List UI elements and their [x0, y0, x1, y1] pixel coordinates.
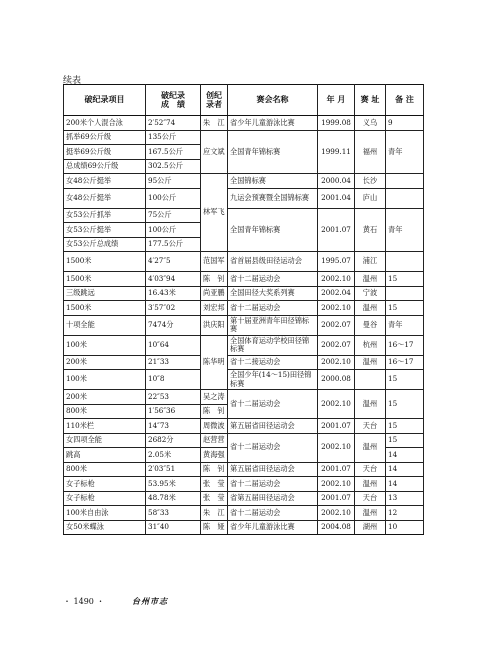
- cell-note: 16～17: [386, 335, 424, 355]
- cell-note: 15: [386, 390, 424, 419]
- cell-holder: 张 莹: [201, 477, 228, 492]
- cell-project: 女子标枪: [64, 491, 146, 506]
- cell-venue: 温州: [355, 355, 386, 370]
- cell-project: 800米: [64, 462, 146, 477]
- cell-event: 省首届县级田径运动会: [228, 252, 318, 272]
- cell-holder: 尚亚鹏: [201, 286, 228, 301]
- cell-date: 2002.10: [318, 355, 355, 370]
- table-row: [64, 188, 424, 208]
- cell-holder: 刘宏邦: [201, 301, 228, 316]
- cell-project: 800米: [64, 404, 146, 419]
- cell-date: 2004.08: [318, 520, 355, 535]
- cell-note: 14: [386, 448, 424, 463]
- cell-project: 抓举69公斤级: [64, 130, 146, 145]
- cell-venue: 天台: [355, 419, 386, 434]
- cell-note: 14: [386, 477, 424, 492]
- cell-project: 女53公斤挺举: [64, 223, 146, 238]
- cell-project: 十项全能: [64, 315, 146, 335]
- cell-event: 省十二届运动会: [228, 272, 318, 287]
- cell-venue: 温州: [355, 433, 386, 462]
- table-row: [64, 315, 424, 335]
- cell-date: 2002.10: [318, 477, 355, 492]
- cell-result: 53.95米: [146, 477, 201, 492]
- cell-result: 95公斤: [146, 174, 201, 189]
- cell-holder: 周微波: [201, 419, 228, 434]
- records-table: [63, 84, 424, 535]
- table-row: [64, 301, 424, 316]
- cell-project: 女四项全能: [64, 433, 146, 448]
- cell-project: 女48公斤挺举: [64, 188, 146, 208]
- cell-venue: 义乌: [355, 116, 386, 131]
- cell-event: 第五届省田径运动会: [228, 462, 318, 477]
- table-row: [64, 116, 424, 131]
- cell-event: 第五届省田径运动会: [228, 419, 318, 434]
- table-row: [64, 130, 424, 145]
- cell-venue: 温州: [355, 477, 386, 492]
- page-number: ・ 1490 ・: [63, 597, 105, 606]
- cell-result: 22″53: [146, 390, 201, 405]
- cell-date: 2002.07: [318, 315, 355, 335]
- cell-result: 2.05米: [146, 448, 201, 463]
- cell-note: 16～17: [386, 355, 424, 370]
- cell-venue: 曼谷: [355, 315, 386, 335]
- cell-holder: 陈 钊: [201, 462, 228, 477]
- cell-note: [386, 174, 424, 189]
- table-caption: 续表: [63, 76, 82, 86]
- cell-event: 省十二届运动会: [228, 433, 318, 462]
- cell-note: 15: [386, 272, 424, 287]
- cell-event: 九运会预赛暨全国锦标赛: [228, 188, 318, 208]
- cell-date: 2002.07: [318, 335, 355, 355]
- cell-venue: 杭州: [355, 335, 386, 355]
- cell-project: 1500米: [64, 272, 146, 287]
- cell-venue: 温州: [355, 301, 386, 316]
- cell-date: 2002.10: [318, 506, 355, 521]
- cell-venue: 宁波: [355, 286, 386, 301]
- cell-note: 13: [386, 491, 424, 506]
- cell-venue: 长沙: [355, 174, 386, 189]
- cell-result: 167.5公斤: [146, 145, 201, 160]
- cell-date: 1999.08: [318, 116, 355, 131]
- cell-result: 100公斤: [146, 188, 201, 208]
- cell-date: 2000.08: [318, 370, 355, 390]
- cell-note: 青年: [386, 315, 424, 335]
- cell-note: 10: [386, 520, 424, 535]
- cell-project: 女子标枪: [64, 477, 146, 492]
- cell-project: 200米个人混合泳: [64, 116, 146, 131]
- cell-venue: 庐山: [355, 188, 386, 208]
- table-row: [64, 477, 424, 492]
- cell-venue: 福州: [355, 130, 386, 174]
- cell-venue: 天台: [355, 491, 386, 506]
- cell-project: 跳高: [64, 448, 146, 463]
- cell-date: 2001.07: [318, 419, 355, 434]
- header-result: 破纪录 成 绩: [146, 85, 201, 116]
- cell-project: 女53公斤抓举: [64, 208, 146, 223]
- cell-holder: 张 莹: [201, 491, 228, 506]
- cell-result: 100公斤: [146, 223, 201, 238]
- header-holder: 创纪 录者: [201, 85, 228, 116]
- cell-result: 302.5公斤: [146, 159, 201, 174]
- cell-project: 挺举69公斤级: [64, 145, 146, 160]
- cell-date: 2001.07: [318, 462, 355, 477]
- cell-event: 省十二届运动会: [228, 301, 318, 316]
- cell-holder: 陈 钊: [201, 404, 228, 419]
- cell-note: 青年: [386, 130, 424, 174]
- cell-result: 2′03″51: [146, 462, 201, 477]
- cell-result: 177.5公斤: [146, 237, 201, 252]
- cell-date: 2001.07: [318, 491, 355, 506]
- cell-venue: 黄石: [355, 208, 386, 252]
- cell-result: 48.78米: [146, 491, 201, 506]
- cell-result: 75公斤: [146, 208, 201, 223]
- cell-venue: 温州: [355, 390, 386, 419]
- table-row: [64, 208, 424, 223]
- cell-date: 2002.10: [318, 390, 355, 419]
- cell-holder: 陈 钊: [201, 272, 228, 287]
- table-row: [64, 252, 424, 272]
- cell-project: 女50米蝶泳: [64, 520, 146, 535]
- cell-holder: 陈 娅: [201, 520, 228, 535]
- cell-project: 女53公斤总成绩: [64, 237, 146, 252]
- cell-project: 女48公斤挺举: [64, 174, 146, 189]
- cell-note: 15: [386, 301, 424, 316]
- header-venue: 赛 址: [355, 85, 386, 116]
- cell-event: 全国青年锦标赛: [228, 130, 318, 174]
- cell-note: 15: [386, 419, 424, 434]
- cell-date: 2002.04: [318, 286, 355, 301]
- cell-venue: [355, 370, 386, 390]
- cell-result: 2682分: [146, 433, 201, 448]
- table-row: [64, 355, 424, 370]
- cell-note: 12: [386, 506, 424, 521]
- cell-venue: 天台: [355, 462, 386, 477]
- cell-event: 全国锦标赛: [228, 174, 318, 189]
- cell-venue: 湖州: [355, 520, 386, 535]
- cell-result: 10″64: [146, 335, 201, 355]
- cell-venue: 温州: [355, 506, 386, 521]
- cell-note: [386, 286, 424, 301]
- cell-project: 100米: [64, 370, 146, 390]
- table-row: [64, 370, 424, 390]
- header-event: 赛会名称: [228, 85, 318, 116]
- cell-project: 1500米: [64, 252, 146, 272]
- header-date: 年 月: [318, 85, 355, 116]
- cell-note: 青年: [386, 208, 424, 252]
- cell-event: 省少年儿童游泳比赛: [228, 520, 318, 535]
- cell-project: 110米栏: [64, 419, 146, 434]
- cell-result: 14″73: [146, 419, 201, 434]
- cell-note: [386, 188, 424, 208]
- cell-event: 全国少年(14～15)田径锦标赛: [228, 370, 318, 390]
- book-title: 台州市志: [132, 596, 168, 606]
- cell-event: 第十届亚洲青年田径锦标赛: [228, 315, 318, 335]
- cell-holder: 吴之涛: [201, 390, 228, 405]
- cell-result: 58″33: [146, 506, 201, 521]
- cell-event: 全国青年锦标赛: [228, 208, 318, 252]
- cell-holder: 洪庆阳: [201, 315, 228, 335]
- cell-date: 2000.04: [318, 174, 355, 189]
- cell-holder: 范国军: [201, 252, 228, 272]
- cell-note: [386, 252, 424, 272]
- cell-venue: 温州: [355, 272, 386, 287]
- cell-result: 16.43米: [146, 286, 201, 301]
- cell-holder: 黄海强: [201, 448, 228, 463]
- cell-result: 4′27″5: [146, 252, 201, 272]
- cell-result: 2′52″74: [146, 116, 201, 131]
- cell-result: 31″40: [146, 520, 201, 535]
- cell-event: 省第五届田径运动会: [228, 491, 318, 506]
- cell-event: 省十二届运动会: [228, 477, 318, 492]
- table-row: [64, 491, 424, 506]
- table-row: [64, 390, 424, 405]
- cell-date: 1995.07: [318, 252, 355, 272]
- cell-result: 21″33: [146, 355, 201, 370]
- cell-venue: 浦江: [355, 252, 386, 272]
- cell-date: 2002.10: [318, 272, 355, 287]
- cell-date: 1999.11: [318, 130, 355, 174]
- cell-date: 2001.04: [318, 188, 355, 208]
- cell-event: 全国田径大奖系列赛: [228, 286, 318, 301]
- cell-result: 4′03″94: [146, 272, 201, 287]
- cell-project: 总成绩69公斤级: [64, 159, 146, 174]
- cell-note: 14: [386, 462, 424, 477]
- header-project: 破纪录项目: [64, 85, 146, 116]
- cell-event: 省十二接运动会: [228, 355, 318, 370]
- cell-date: 2002.10: [318, 433, 355, 462]
- cell-note: 9: [386, 116, 424, 131]
- table-row: [64, 506, 424, 521]
- cell-note: 15: [386, 370, 424, 390]
- cell-holder: 陈华明: [201, 335, 228, 390]
- cell-result: 7474分: [146, 315, 201, 335]
- cell-note: 15: [386, 433, 424, 448]
- cell-project: 200米: [64, 355, 146, 370]
- cell-event: 全国体育运动学校田径锦标赛: [228, 335, 318, 355]
- cell-project: 100米自由泳: [64, 506, 146, 521]
- table-row: [64, 286, 424, 301]
- header-note: 备 注: [386, 85, 424, 116]
- cell-holder: 林军飞: [201, 174, 228, 252]
- cell-project: 三级跳远: [64, 286, 146, 301]
- table-row: [64, 462, 424, 477]
- cell-result: 1′56″36: [146, 404, 201, 419]
- table-row: [64, 419, 424, 434]
- cell-event: 省十二届运动会: [228, 506, 318, 521]
- cell-event: 省少年儿童游泳比赛: [228, 116, 318, 131]
- cell-result: 10″8: [146, 370, 201, 390]
- cell-date: 2002.10: [318, 301, 355, 316]
- cell-holder: 朱 江: [201, 116, 228, 131]
- cell-project: 200米: [64, 390, 146, 405]
- table-row: [64, 335, 424, 355]
- cell-date: 2001.07: [318, 208, 355, 252]
- cell-holder: 朱 江: [201, 506, 228, 521]
- table-row: [64, 174, 424, 189]
- table-row: [64, 520, 424, 535]
- cell-project: 1500米: [64, 301, 146, 316]
- cell-project: 100米: [64, 335, 146, 355]
- table-row: [64, 272, 424, 287]
- cell-holder: 赵营营: [201, 433, 228, 448]
- page-footer: [63, 596, 168, 607]
- cell-result: 135公斤: [146, 130, 201, 145]
- cell-holder: 应文斌: [201, 130, 228, 174]
- cell-result: 3′57″02: [146, 301, 201, 316]
- cell-event: 省十二届运动会: [228, 390, 318, 419]
- table-row: [64, 433, 424, 448]
- table-header-row: [64, 85, 424, 116]
